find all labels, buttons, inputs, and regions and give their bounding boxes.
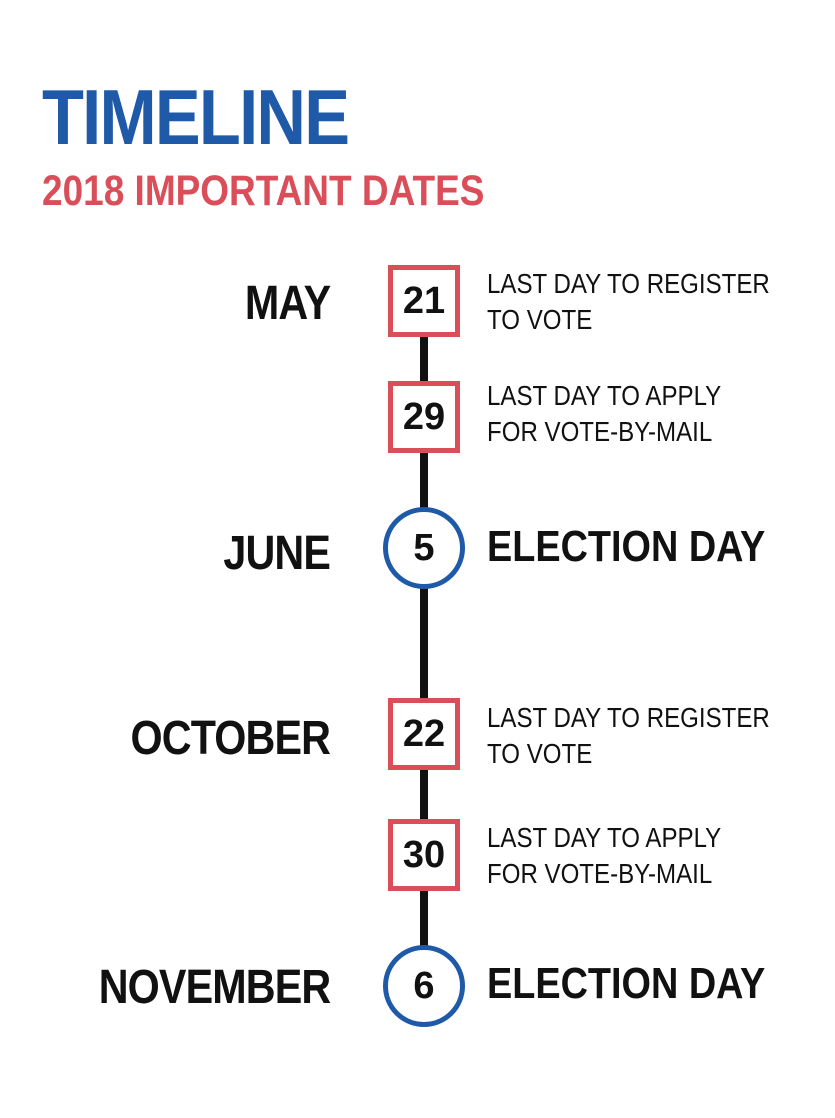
event-description-line: LAST DAY TO APPLY bbox=[487, 380, 722, 411]
event-description-line: TO VOTE bbox=[487, 304, 593, 335]
month-label-june: JUNE bbox=[223, 527, 330, 580]
event-description-line: ELECTION DAY bbox=[487, 522, 766, 571]
event-description-line: LAST DAY TO APPLY bbox=[487, 822, 722, 853]
date-marker-october-22: 22 bbox=[388, 698, 460, 770]
event-description-line: FOR VOTE-BY-MAIL bbox=[487, 858, 713, 889]
page-title: TIMELINE bbox=[42, 73, 349, 161]
date-marker-may-21: 21 bbox=[388, 265, 460, 337]
event-description-line: FOR VOTE-BY-MAIL bbox=[487, 416, 713, 447]
election-day-marker-june-5: 5 bbox=[383, 507, 465, 589]
month-label-may: MAY bbox=[244, 277, 330, 330]
event-description-october-22 bbox=[487, 700, 770, 772]
date-marker-may-29: 29 bbox=[388, 381, 460, 453]
month-label-october: OCTOBER bbox=[130, 712, 330, 765]
event-description-may-29 bbox=[487, 378, 721, 450]
election-day-marker-november-6: 6 bbox=[383, 945, 465, 1027]
event-description-line: LAST DAY TO REGISTER bbox=[487, 702, 770, 733]
event-description-line: ELECTION DAY bbox=[487, 959, 766, 1008]
event-description-line: TO VOTE bbox=[487, 738, 593, 769]
event-description-may-21 bbox=[487, 266, 770, 338]
event-description-october-30 bbox=[487, 820, 721, 892]
event-description-line: LAST DAY TO REGISTER bbox=[487, 268, 770, 299]
page-subtitle: 2018 IMPORTANT DATES bbox=[42, 167, 485, 215]
event-description-november-6 bbox=[487, 959, 766, 1008]
month-label-november: NOVEMBER bbox=[98, 961, 330, 1014]
event-description-june-5 bbox=[487, 522, 766, 571]
date-marker-october-30: 30 bbox=[388, 819, 460, 891]
